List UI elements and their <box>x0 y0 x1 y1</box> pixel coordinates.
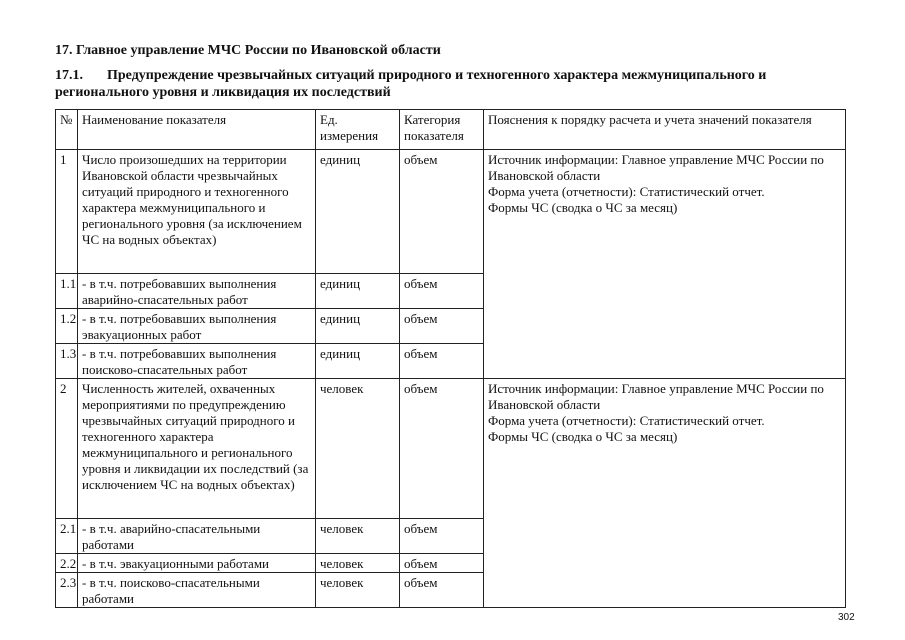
header-unit: Ед. измерения <box>316 110 400 150</box>
row-num: 2 <box>56 379 78 519</box>
notes-source: Источник информации: Главное управление МЧС России по Ивановской области <box>488 152 824 183</box>
section-title: 17. Главное управление МЧС России по Ивановской области <box>55 43 441 58</box>
row-num: 1.1 <box>56 274 78 309</box>
row-unit: человек <box>316 519 400 554</box>
row-name: - в т.ч. поисково-спасательными работами <box>78 573 316 608</box>
table-row <box>56 150 846 274</box>
header-num: № <box>56 110 78 150</box>
subsection-number: 17.1. <box>55 68 83 83</box>
row-num: 1 <box>56 150 78 274</box>
row-num: 2.2 <box>56 554 78 573</box>
table-row <box>56 379 846 519</box>
notes-form: Форма учета (отчетности): Статистический отчет. <box>488 184 765 199</box>
row-category: объем <box>400 554 484 573</box>
row-name: - в т.ч. потребовавших выполнения эвакуационных работ <box>78 309 316 344</box>
notes-cell-group-1 <box>484 150 846 379</box>
header-notes: Пояснения к порядку расчета и учета значений показателя <box>484 110 846 150</box>
row-num: 2.1 <box>56 519 78 554</box>
row-category: объем <box>400 309 484 344</box>
row-num: 1.2 <box>56 309 78 344</box>
row-category: объем <box>400 344 484 379</box>
row-num: 1.3 <box>56 344 78 379</box>
row-unit: единиц <box>316 309 400 344</box>
row-unit: человек <box>316 379 400 519</box>
row-name: Число произошедших на территории Ивановской области чрезвычайных ситуаций природного и техногенного характера межмуниципального и регионального уровня (за исключением ЧС на водных объектах) <box>78 150 316 274</box>
indicators-table <box>55 109 846 608</box>
row-name: - в т.ч. потребовавших выполнения аварийно-спасательных работ <box>78 274 316 309</box>
row-name: - в т.ч. аварийно-спасательными работами <box>78 519 316 554</box>
subsection-heading <box>55 67 845 101</box>
row-name: - в т.ч. эвакуационными работами <box>78 554 316 573</box>
row-name: Численность жителей, охваченных мероприятиями по предупреждению чрезвычайных ситуаций природного и техногенного характера межмуниципального и регионального уровня и ликвидации их последствий (за исключением ЧС на водных объектах) <box>78 379 316 519</box>
row-category: объем <box>400 274 484 309</box>
row-unit: человек <box>316 554 400 573</box>
row-category: объем <box>400 573 484 608</box>
row-unit: единиц <box>316 344 400 379</box>
row-category: объем <box>400 519 484 554</box>
row-num: 2.3 <box>56 573 78 608</box>
notes-cell-group-2 <box>484 379 846 608</box>
notes-forms: Формы ЧС (сводка о ЧС за месяц) <box>488 200 678 215</box>
subsection-title: Предупреждение чрезвычайных ситуаций природного и техногенного характера межмуниципального и регионального уровня и ликвидация их последствий <box>55 68 767 100</box>
row-unit: единиц <box>316 150 400 274</box>
row-category: объем <box>400 379 484 519</box>
notes-form: Форма учета (отчетности): Статистический отчет. <box>488 413 765 428</box>
row-category: объем <box>400 150 484 274</box>
notes-source: Источник информации: Главное управление МЧС России по Ивановской области <box>488 381 824 412</box>
header-name: Наименование показателя <box>78 110 316 150</box>
table-header-row <box>56 110 846 150</box>
row-name: - в т.ч. потребовавших выполнения поисково-спасательных работ <box>78 344 316 379</box>
row-unit: единиц <box>316 274 400 309</box>
notes-forms: Формы ЧС (сводка о ЧС за месяц) <box>488 429 678 444</box>
page-number: 302 <box>838 612 855 623</box>
header-category: Категория показателя <box>400 110 484 150</box>
row-unit: человек <box>316 573 400 608</box>
